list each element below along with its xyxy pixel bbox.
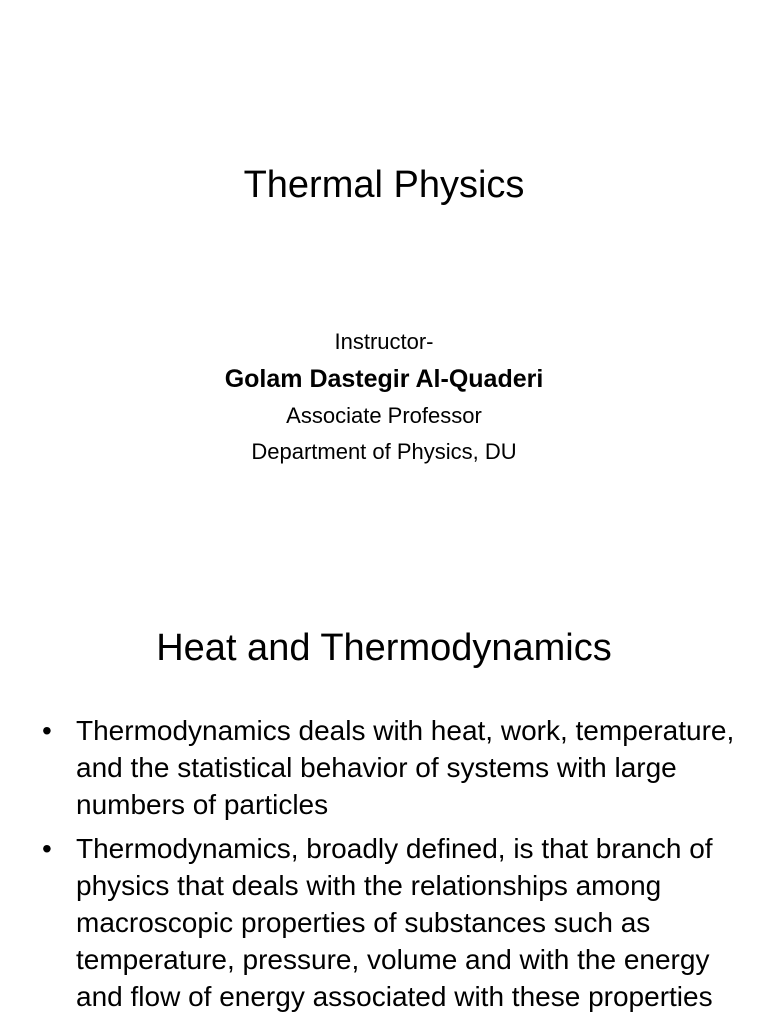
instructor-label: Instructor- <box>334 329 434 354</box>
instructor-name: Golam Dastegir Al-Quaderi <box>224 365 544 393</box>
slide-title: Heat and Thermodynamics <box>156 627 612 669</box>
bullet-icon: • <box>42 715 52 746</box>
content-slide <box>0 576 768 1024</box>
bullet-text: Thermodynamics, broadly defined, is that branch of physics that deals with the relationships among macroscopic properties of substances such as temperature, pressure, volume and with the energy and flow of energy associated with these properties <box>76 833 713 1012</box>
instructor-info <box>0 324 768 470</box>
instructor-position: Associate Professor <box>286 403 482 428</box>
bullet-item <box>42 830 742 1015</box>
bullet-item <box>42 712 742 823</box>
instructor-department: Department of Physics, DU <box>251 439 517 464</box>
slide-title: Thermal Physics <box>243 164 525 206</box>
bullet-list <box>42 712 742 1022</box>
bullet-text: Thermodynamics deals with heat, work, temperature, and the statistical behavior of systems with large numbers of particles <box>76 715 735 820</box>
bullet-icon: • <box>42 833 52 864</box>
